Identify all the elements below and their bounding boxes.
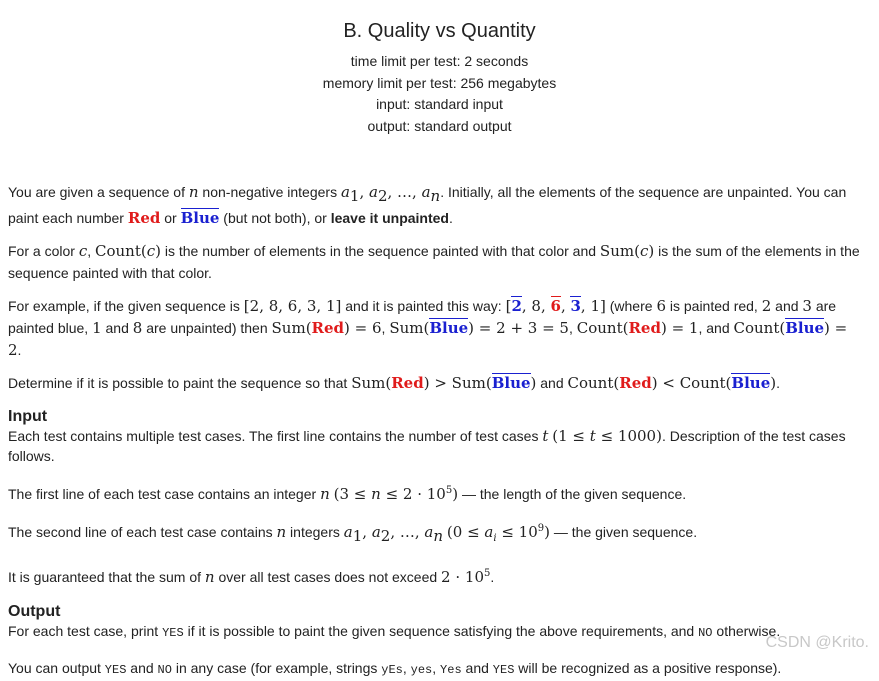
output-heading: Output	[8, 602, 61, 620]
problem-header	[0, 0, 879, 137]
problem-title: B. Quality vs Quantity	[343, 20, 536, 42]
watermark: CSDN @Krito.	[765, 634, 869, 651]
statement-paragraph-2: For a color c, Count(c) is the number of elements in the sequence painted with that color and Sum(c) is the sum of the elements in the sequence painted with that color.	[8, 241, 860, 281]
input-spec: input: standard input	[376, 96, 503, 112]
time-limit: time limit per test: 2 seconds	[350, 53, 529, 69]
output-paragraph-1: For each test case, print YES if it is possible to paint the given sequence satisfying the above requirements, and NO otherwise.	[8, 622, 781, 640]
input-paragraph-2: The first line of each test case contains an integer n $(3 \le n \le 2 \cdot 10^5)$ — the length of the given sequence.	[8, 484, 687, 503]
input-paragraph-3: The second line of each test case contains n integers $a_1$, $a_2$, …, $a_n$ $(0 \le a_i \le 10^9)$ — the given sequence.	[8, 522, 698, 545]
output-spec: output: standard output	[367, 117, 512, 134]
statement-task: Determine if it is possible to paint the sequence so that Sum(Red) > Sum(Blue) and Count(Red) < Count(Blue).	[8, 373, 780, 392]
input-paragraph-1: Each test contains multiple test cases. The first line contains the number of test cases t (1 ≤ t ≤ 1000). Description of the test cases follows.	[8, 426, 846, 464]
input-heading: Input	[8, 407, 48, 425]
problem-statement	[8, 181, 865, 681]
statement-example: For example, if the given sequence is [2, 8, 6, 3, 1] and it is painted this way: [2, 8, 6, 3, 1] (where 6 is painted red, 2 and 3 are painted blue, 1 and 8 are unpainted) then Sum(Red) = 6, Sum(Blue) = 2 + 3 = 5, Count(Red) = 1, and Count(Blue) = 2.	[8, 296, 848, 359]
output-paragraph-2: You can output YES and NO in any case (for example, strings yEs, yes, Yes and YES will be recognized as a positive response).	[8, 659, 782, 677]
statement-paragraph-1: You are given a sequence of n non-negative integers $a_1$, $a_2$, …, $a_n$. Initially, all the elements of the sequence are unpainted. You can paint each number Red or Blue (but not both), or leave it unpainted.	[8, 183, 847, 227]
memory-limit: memory limit per test: 256 megabytes	[322, 74, 557, 91]
input-paragraph-4: It is guaranteed that the sum of n over all test cases does not exceed $2 \cdot 10^5$.	[8, 567, 495, 586]
